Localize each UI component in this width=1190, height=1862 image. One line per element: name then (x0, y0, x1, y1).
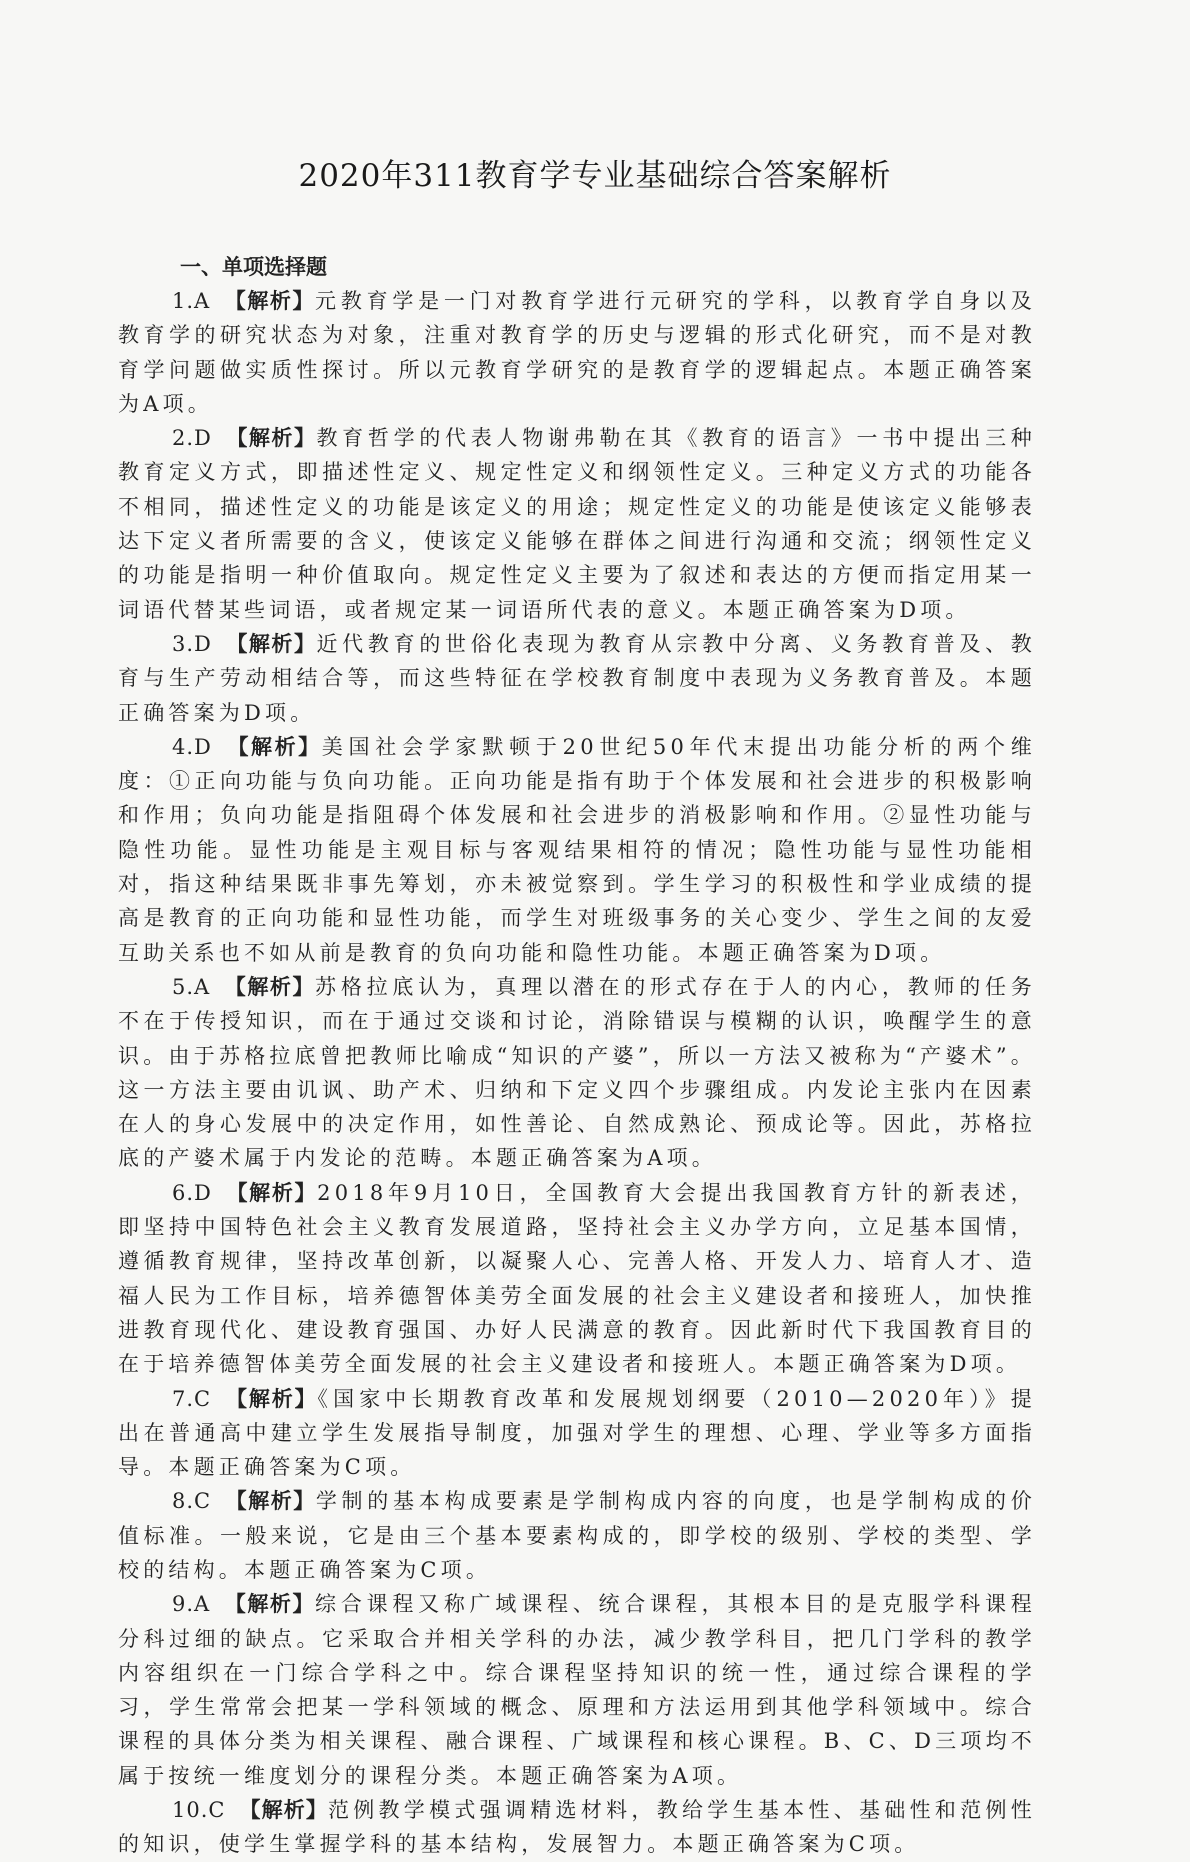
analysis-tag: 【解析】 (225, 631, 317, 656)
answer-list (118, 284, 1036, 1862)
answer-item (118, 421, 1036, 627)
analysis-tag: 【解析】 (224, 974, 316, 999)
analysis-text: 综合课程又称广域课程、统合课程，其根本目的是克服学科课程分科过细的缺点。它采取合并相关学科的办法，减少教学科目，把几门学科的教学内容组织在一门综合学科之中。综合课程坚持知识的统一性，通过综合课程的学习，学生常常会把某一学科领域的概念、原理和方法运用到其他学科领域中。综合课程的具体分类为相关课程、融合课程、广域课程和核心课程。B、C、D三项均不属于按统一维度划分的课程分类。本题正确答案为A项。 (118, 1592, 1036, 1788)
answer-number: 2.D (172, 426, 212, 451)
answer-number: 1.A (172, 289, 211, 313)
analysis-text: 苏格拉底认为，真理以潜在的形式存在于人的内心，教师的任务不在于传授知识，而在于通过交谈和讨论，消除错误与模糊的认识，唤醒学生的意识。由于苏格拉底曾把教师比喻成“知识的产婆”，所以一方法又被称为“产婆术”。这一方法主要由讥讽、助产术、归纳和下定义四个步骤组成。内发论主张内在因素在人的身心发展中的决定作用，如性善论、自然成熟论、预成论等。因此，苏格拉底的产婆术属于内发论的范畴。本题正确答案为A项。 (118, 974, 1036, 1171)
answer-item (118, 1484, 1036, 1587)
answer-content (118, 250, 1036, 1862)
answer-number: 9.A (172, 1592, 211, 1617)
analysis-text: 近代教育的世俗化表现为教育从宗教中分离、义务教育普及、教育与生产劳动相结合等，而这些特征在学校教育制度中表现为义务教育普及。本题正确答案为D项。 (118, 631, 1037, 725)
answer-number: 6.D (172, 1180, 212, 1205)
analysis-text: 范例教学模式强调精选材料，教给学生基本性、基础性和范例性的知识，使学生掌握学科的基本结构，发展智力。本题正确答案为C项。 (118, 1798, 1037, 1857)
analysis-tag: 【解析】 (225, 1386, 318, 1411)
analysis-text: 元教育学是一门对教育学进行元研究的学科，以教育学自身以及教育学的研究状态为对象，注重对教育学的历史与逻辑的形式化研究，而不是对教育学问题做实质性探讨。所以元教育学研究的是教育学的逻辑起点。本题正确答案为A项。 (118, 289, 1036, 416)
answer-item (118, 1176, 1036, 1382)
analysis-tag: 【解析】 (225, 1180, 318, 1205)
analysis-tag: 【解析】 (239, 1798, 328, 1823)
analysis-tag: 【解析】 (224, 1592, 316, 1617)
answer-item (118, 730, 1036, 970)
analysis-text: 学制的基本构成要素是学制构成内容的向度，也是学制构成的价值标准。一般来说，它是由三个基本要素构成的，即学校的级别、学校的类型、学校的结构。本题正确答案为C项。 (118, 1489, 1036, 1582)
answer-number: 5.A (172, 974, 211, 999)
analysis-tag: 【解析】 (225, 426, 317, 451)
answer-item (118, 1382, 1036, 1485)
answer-number: 4.D (172, 734, 212, 759)
answer-number: 8.C (172, 1489, 212, 1514)
answer-item (118, 284, 1036, 421)
answer-number: 10.C (172, 1798, 226, 1823)
analysis-tag: 【解析】 (225, 734, 322, 759)
answer-number: 7.C (172, 1386, 212, 1411)
answer-item (118, 1793, 1036, 1862)
analysis-text: 《国家中长期教育改革和发展规划纲要（2010—2020年）》提出在普通高中建立学生发展指导制度，加强对学生的理想、心理、学业等多方面指导。本题正确答案为C项。 (118, 1386, 1037, 1480)
section-heading: 一、单项选择题 (180, 255, 327, 279)
analysis-text: 2018年9月10日，全国教育大会提出我国教育方针的新表述，即坚持中国特色社会主义教育发展道路，坚持社会主义办学方向，立足基本国情，遵循教育规律，坚持改革创新，以凝聚人心、完善人格、开发人力、培育人才、造福人民为工作目标，培养德智体美劳全面发展的社会主义建设者和接班人，加快推进教育现代化、建设教育强国、办好人民满意的教育。因此新时代下我国教育目的在于培养德智体美劳全面发展的社会主义建设者和接班人。本题正确答案为D项。 (118, 1180, 1036, 1377)
answer-item (118, 1587, 1036, 1793)
analysis-text: 美国社会学家默顿于20世纪50年代末提出功能分析的两个维度：①正向功能与负向功能。正向功能是指有助于个体发展和社会进步的积极影响和作用；负向功能是指阻碍个体发展和社会进步的消极影响和作用。②显性功能与隐性功能。显性功能是主观目标与客观结果相符的情况；隐性功能与显性功能相对，指这种结果既非事先筹划，亦未被觉察到。学生学习的积极性和学业成绩的提高是教育的正向功能和显性功能，而学生对班级事务的关心变少、学生之间的友爱互助关系也不如从前是教育的负向功能和隐性功能。本题正确答案为D项。 (118, 734, 1037, 965)
analysis-tag: 【解析】 (224, 289, 316, 313)
analysis-text: 教育哲学的代表人物谢弗勒在其《教育的语言》一书中提出三种教育定义方式，即描述性定义、规定性定义和纲领性定义。三种定义方式的功能各不相同，描述性定义的功能是该定义的用途；规定性定义的功能是使该定义能够表达下定义者所需要的含义，使该定义能够在群体之间进行沟通和交流；纲领性定义的功能是指明一种价值取向。规定性定义主要为了叙述和表达的方便而指定用某一词语代替某些词语，或者规定某一词语所代表的意义。本题正确答案为D项。 (118, 426, 1037, 622)
answer-number: 3.D (172, 631, 212, 656)
answer-item (118, 970, 1036, 1176)
answer-item (118, 627, 1036, 730)
analysis-tag: 【解析】 (225, 1489, 316, 1514)
page-title: 2020年311教育学专业基础综合答案解析 (298, 158, 892, 194)
